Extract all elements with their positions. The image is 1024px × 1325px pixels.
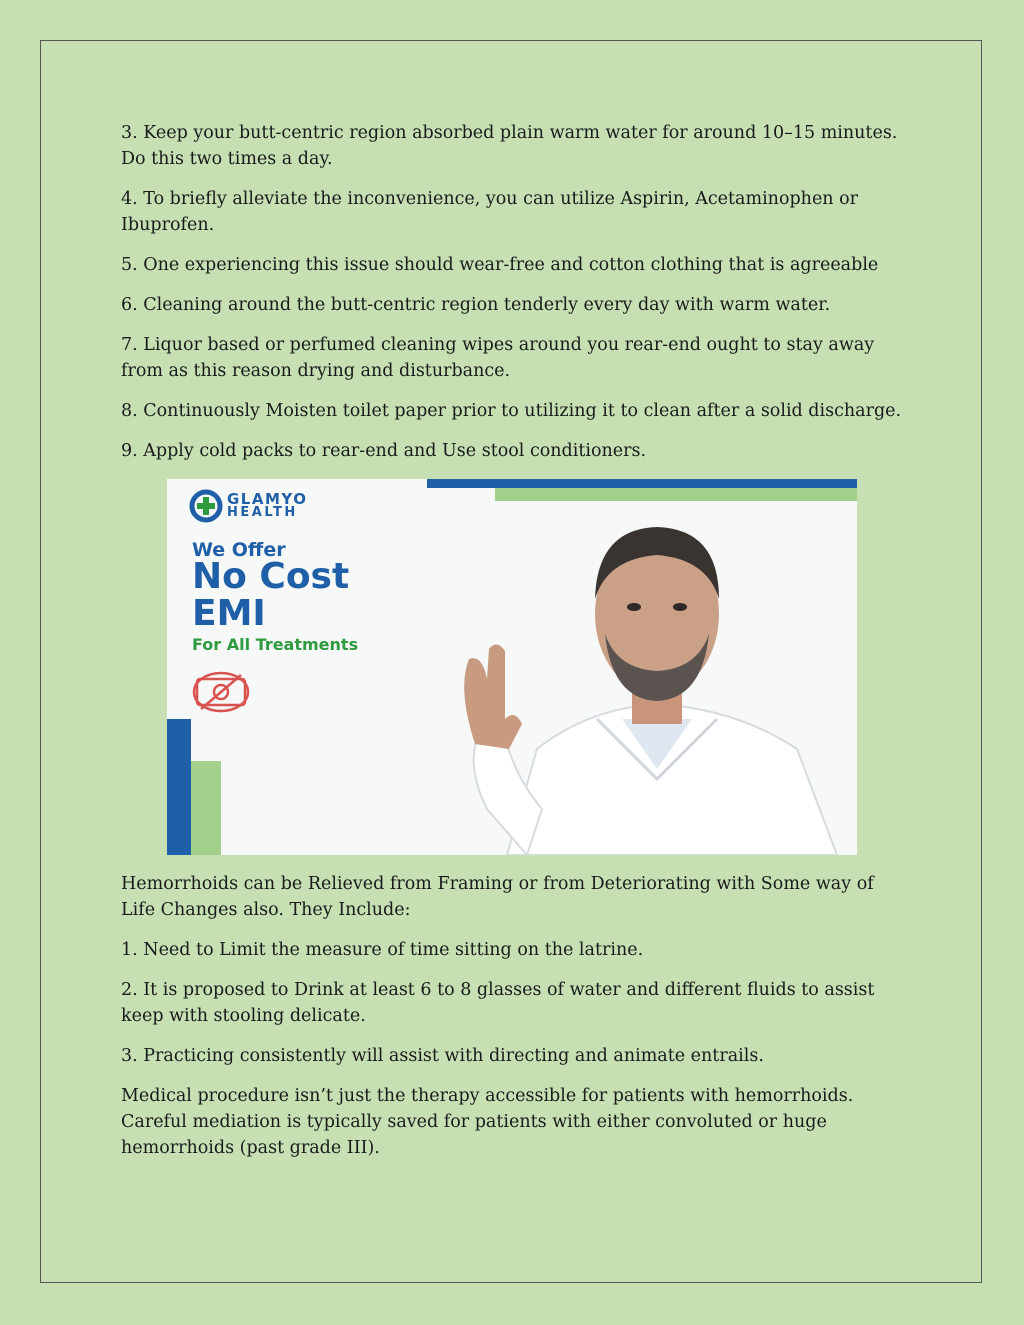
- glamyo-health-ad-banner: [167, 479, 857, 855]
- tip-9: 9. Apply cold packs to rear-end and Use stool conditioners.: [121, 441, 647, 461]
- decorative-blue-bar: [427, 479, 857, 488]
- tips-list-bottom: [121, 871, 911, 1161]
- decorative-blue-bar-left: [167, 719, 191, 855]
- lifestyle-intro: Hemorrhoids can be Relieved from Framing or from Deteriorating with Some way of Life Changes also. They Include:: [121, 874, 874, 920]
- glamyo-health-logo: [189, 489, 307, 523]
- tip-8: 8. Continuously Moisten toilet paper prior to utilizing it to clean after a solid discharge.: [121, 401, 902, 421]
- no-cash-icon: [191, 669, 251, 713]
- lifestyle-tip-1: 1. Need to Limit the measure of time sitting on the latrine.: [121, 940, 644, 960]
- decorative-green-bar: [495, 488, 857, 501]
- ad-subline: For All Treatments: [192, 635, 359, 654]
- doctor-photo: [357, 519, 857, 855]
- plus-circle-logo-icon: [189, 489, 223, 523]
- ad-offer-text: We Offer: [192, 539, 286, 561]
- ad-headline-emi: EMI: [192, 593, 266, 634]
- decorative-green-bar-left: [191, 761, 221, 855]
- medical-procedure-note: Medical procedure isn’t just the therapy accessible for patients with hemorrhoids. Careful mediation is typically saved for patients with either convoluted or huge hemorrhoids (past grade III).: [121, 1086, 854, 1158]
- tip-6: 6. Cleaning around the butt-centric region tenderly every day with warm water.: [121, 295, 831, 315]
- tip-4: 4. To briefly alleviate the inconvenience, you can utilize Aspirin, Acetaminophen or Ibuprofen.: [121, 189, 859, 235]
- ad-headline-no-cost: No Cost: [192, 556, 350, 597]
- tip-3: 3. Keep your butt-centric region absorbed plain warm water for around 10–15 minutes. Do this two times a day.: [121, 123, 898, 169]
- logo-text-line1: GLAMYO: [227, 490, 308, 508]
- tips-list-top: [121, 120, 911, 464]
- logo-text-line2: HEALTH: [227, 505, 298, 520]
- lifestyle-tip-3: 3. Practicing consistently will assist with directing and animate entrails.: [121, 1046, 764, 1066]
- tip-5: 5. One experiencing this issue should wear-free and cotton clothing that is agreeable: [121, 255, 879, 275]
- lifestyle-tip-2: 2. It is proposed to Drink at least 6 to 8 glasses of water and different fluids to assist keep with stooling delicate.: [121, 980, 875, 1026]
- tip-7: 7. Liquor based or perfumed cleaning wipes around you rear-end ought to stay away from as this reason drying and disturbance.: [121, 335, 875, 381]
